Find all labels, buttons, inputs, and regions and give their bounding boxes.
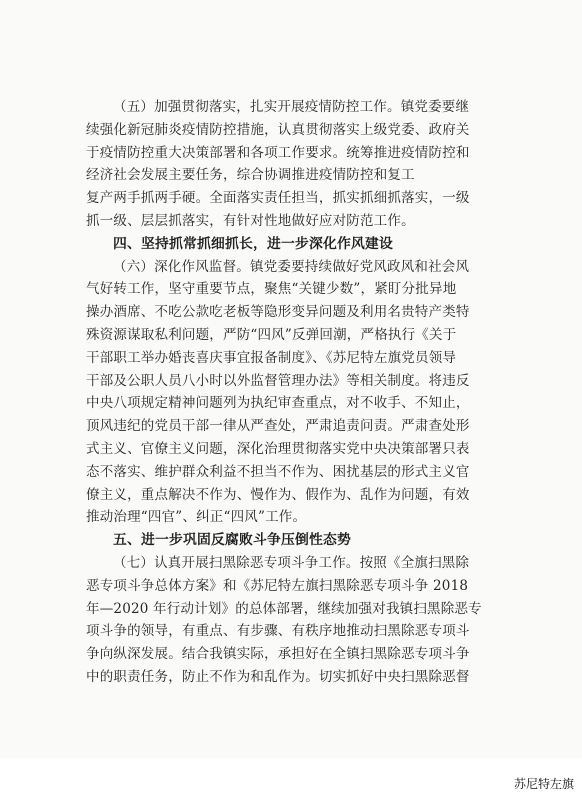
text-line: 式主义、官僚主义问题，深化治理贯彻落实党中央决策部署只表 [86,440,470,457]
text-line: 僚主义，重点解决不作为、慢作为、假作为、乱作为问题，有效 [86,486,470,503]
text-line: 顶风违纪的党员干部一律从严查处，严肃追责问责。严肃查处形 [86,418,470,435]
text-line: 气好转工作，坚守重要节点，聚焦“关键少数”，紧盯分批异地 [86,281,457,298]
text-line: 年—2020 年行动计划》的总体部署，继续加强对我镇扫黑除恶专 [86,600,482,617]
section-heading: 四、坚持抓常抓细抓长，进一步深化作风建设 [113,235,393,252]
text-line: 续强化新冠肺炎疫情防控措施，认真贯彻落实上级党委、政府关 [86,121,470,138]
text-line: 中的职责任务，防止不作为和乱作为。切实抓好中央扫黑除恶督 [86,668,470,685]
text-line: 干部职工举办婚丧喜庆事宜报备制度》、《苏尼特左旗党员领导 [86,349,457,366]
text-line: 复产两手抓两手硬。全面落实责任担当，抓实抓细抓落实，一级 [86,190,470,207]
text-line: 推动治理“四官”、纠正“四风”工作。 [86,509,307,526]
text-line: 抓一级、层层抓落实，有针对性地做好应对防范工作。 [86,212,415,229]
document-body [86,96,518,689]
text-line: 中央八项规定精神问题列为执纪审查重点，对不收手、不知止， [86,395,470,412]
text-line: （七）认真开展扫黑除恶专项斗争工作。按照《全旗扫黑除 [113,554,470,571]
text-line: 恶专项斗争总体方案》和《苏尼特左旗扫黑除恶专项斗争 2018 [86,577,469,594]
footer-label: 苏尼特左旗 [513,777,574,791]
text-line: 经济社会发展主要任务，综合协调推进疫情防控和复工 [86,167,415,184]
text-line: （五）加强贯彻落实，扎实开展疫情防控工作。镇党委要继 [113,99,470,115]
text-line: （六）深化作风监督。镇党委要持续做好党风政风和社会风 [113,258,470,275]
text-line: 于疫情防控重大决策部署和各项工作要求。统筹推进疫情防控和 [86,144,470,161]
text-line: 项斗争的领导，有重点、有步骤、有秩序地推动扫黑除恶专项斗 [86,623,470,640]
text-line: 争向纵深发展。结合我镇实际，承担好在全镇扫黑除恶专项斗争 [86,646,470,663]
text-line: 殊资源谋取私利问题，严防“四风”反弹回潮，严格执行《关于 [86,326,457,343]
section-heading: 五、进一步巩固反腐败斗争压倒性态势 [113,532,351,549]
text-line: 操办酒席、不吃公款吃老板等隐形变异问题及利用名贵特产类特 [86,304,470,321]
text-line: 态不落实、维护群众利益不担当不作为、困扰基层的形式主义官 [86,463,470,480]
text-line: 干部及公职人员八小时以外监督管理办法》等相关制度。将违反 [86,372,470,389]
